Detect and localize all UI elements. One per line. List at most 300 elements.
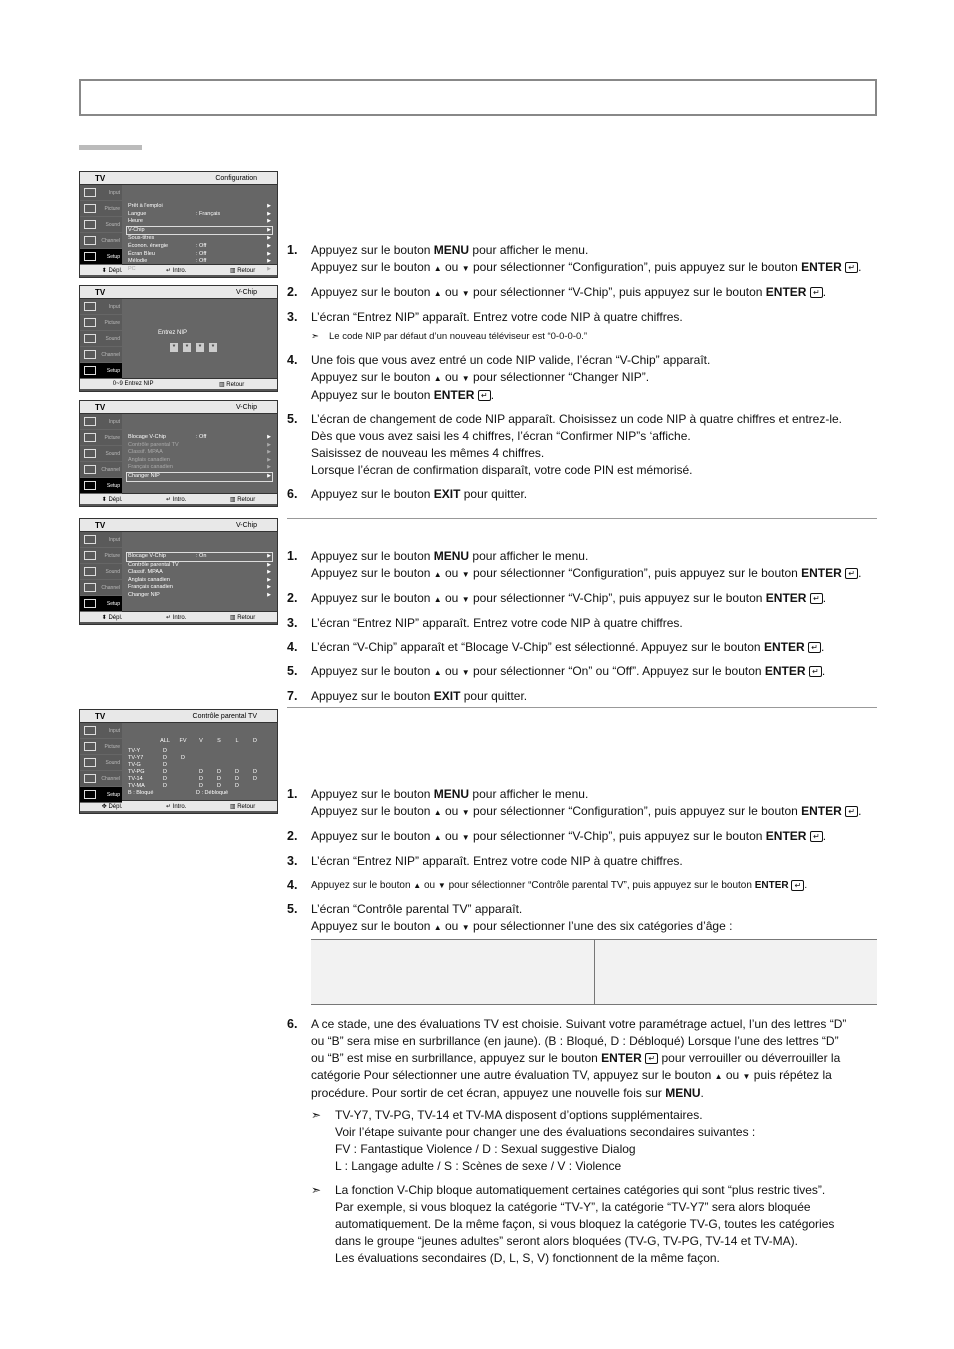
enter-icon: ↵ [845, 806, 858, 817]
osd-side-label: Sound [105, 450, 120, 457]
instruction-step [287, 1016, 877, 1102]
sound-icon [84, 334, 96, 343]
instruction-step [287, 242, 877, 277]
step-line: Appuyez sur le bouton ▲ ou ▼ pour sélectionner “Configuration”, puis appuyez sur le bouton ENTER ↵ . [311, 260, 862, 274]
enter-icon: ↵ [810, 593, 823, 604]
osd-side-item-setup [80, 596, 122, 612]
osd-menu-row [126, 472, 273, 482]
rating-row [128, 762, 271, 769]
up-arrow-icon: ▲ [714, 1072, 723, 1081]
instruction-step [287, 901, 877, 936]
step-line: Appuyez sur le bouton MENU pour afficher le menu. [311, 549, 589, 563]
osd-menu-row [128, 569, 271, 577]
osd-side-label: Picture [104, 743, 120, 750]
osd-row-label: Mélodie [128, 258, 148, 265]
rating-cell [228, 748, 246, 755]
setup-icon [84, 252, 96, 261]
instruction-step [287, 663, 877, 681]
input-icon [84, 417, 96, 426]
channel-icon [84, 465, 96, 474]
osd-row-label: Français canadien [128, 464, 173, 471]
note-line: La fonction V-Chip bloque automatiquement certaines catégories qui sont “plus restric tives”. [335, 1183, 826, 1197]
instruction-step [287, 786, 877, 821]
step-line: Appuyez sur le bouton ▲ ou ▼ pour sélectionner “Configuration”, puis appuyez sur le bouton ENTER ↵ . [311, 804, 862, 818]
osd-content [122, 532, 277, 611]
picture-icon [84, 551, 96, 560]
osd-pin-entry-screen [79, 285, 278, 392]
osd-side-item-channel [80, 771, 122, 787]
arrow-right-icon: ▶ [267, 265, 271, 272]
channel-icon [84, 583, 96, 592]
step-text [311, 877, 877, 894]
up-arrow-icon: ▲ [433, 374, 442, 383]
arrow-right-icon: ▶ [267, 561, 271, 568]
rating-legend [128, 790, 271, 798]
step-text [311, 688, 877, 705]
osd-side-label: Channel [101, 775, 120, 782]
instruction-step [287, 284, 877, 302]
step-line: L’écran “Entrez NIP” apparaît. Entrez votre code NIP à quatre chiffres. [311, 310, 683, 324]
step-line: Appuyez sur le bouton ▲ ou ▼ pour sélectionner l’une des six catégories d’âge : [311, 919, 733, 933]
note-line: Les évaluations secondaires (D, L, S, V) fonctionnent de la même façon. [335, 1251, 720, 1265]
osd-configuration-screen [79, 171, 278, 278]
step-line: Appuyez sur le bouton ENTER ↵ . [311, 388, 495, 402]
note-text: Le code NIP par défaut d’un nouveau téléviseur est “0-0-0-0.” [329, 331, 588, 342]
step-text [311, 828, 877, 846]
osd-row-value [196, 235, 265, 243]
osd-side-label: Setup [106, 600, 120, 607]
osd-menu-row [128, 464, 271, 472]
note-body [335, 1182, 834, 1267]
rating-label: TV-Y7 [128, 754, 144, 761]
step-text [311, 663, 877, 681]
osd-row-value [196, 464, 265, 472]
step-text [311, 853, 877, 870]
osd-side-item-channel [80, 347, 122, 363]
rating-cell [174, 783, 192, 790]
step-number: 1. [287, 787, 298, 801]
osd-row-value: : On [196, 553, 207, 559]
osd-sidebar [80, 723, 122, 800]
osd-hint: ▥ Retour [218, 381, 245, 388]
step-text [311, 639, 877, 656]
osd-side-item-sound [80, 755, 122, 771]
osd-side-item-picture [80, 548, 122, 564]
note-line: automatiquement. De la même façon, si vous bloquez la catégorie TV-G, toutes les catégories [335, 1217, 835, 1231]
down-arrow-icon: ▼ [461, 570, 470, 579]
enter-icon: ↵ [845, 262, 858, 273]
rating-cell: D [199, 768, 203, 775]
osd-title-bar [80, 401, 277, 414]
step-line: Dès que vous avez saisi les 4 chiffres, l’écran “Confirmer NIP”s ‘affiche. [311, 429, 691, 443]
step-line: L’écran “Entrez NIP” apparaît. Entrez votre code NIP à quatre chiffres. [311, 854, 683, 868]
osd-row-label: Prêt à l'emploi [128, 203, 163, 209]
osd-body [80, 414, 277, 493]
rating-cell [246, 762, 264, 769]
osd-side-item-input [80, 414, 122, 430]
osd-side-label: Sound [105, 759, 120, 766]
osd-row-label: Français canadien [128, 584, 173, 591]
instruction-step [287, 828, 877, 846]
osd-hint: ✥ Dépl. [101, 803, 123, 810]
rating-cell [210, 755, 228, 762]
rating-cell: D [199, 782, 203, 789]
down-arrow-icon: ▼ [461, 833, 470, 842]
note-line: Par exemple, si vous bloquez la catégorie “TV-Y”, la catégorie “TV-Y7” sera alors bloquée [335, 1200, 811, 1214]
osd-side-item-input [80, 185, 122, 201]
pin-boxes [170, 343, 271, 352]
rating-label: TV-14 [128, 775, 143, 782]
rating-col-header: FV [179, 738, 187, 744]
instruction-step [287, 548, 877, 583]
arrow-right-icon: ▶ [267, 584, 271, 591]
osd-row-label: Blocage V-Chip [128, 553, 166, 559]
input-icon [84, 535, 96, 544]
rating-label: TV-PG [128, 768, 145, 775]
up-arrow-icon: ▲ [433, 668, 442, 677]
up-arrow-icon: ▲ [433, 833, 442, 842]
osd-row-label: V-Chip [128, 226, 145, 233]
osd-side-label: Input [108, 727, 120, 734]
rating-row [128, 755, 271, 762]
rating-cell [192, 762, 210, 769]
setup-icon [84, 790, 96, 799]
osd-side-label: Input [108, 536, 120, 543]
osd-sidebar [80, 414, 122, 493]
step-line: Appuyez sur le bouton EXIT pour quitter. [311, 487, 528, 501]
osd-side-item-picture [80, 315, 122, 331]
osd-row-label: Anglais canadien [128, 576, 170, 583]
arrow-right-icon: ▶ [267, 591, 271, 598]
section2-steps [287, 548, 877, 712]
rating-cell: D [217, 768, 221, 775]
step-line: ou “B” sera mise en surbrillance (en jaune). (B : Bloqué, D : Débloqué) Lorsque l’une des lettres “D” [311, 1034, 839, 1048]
age-table-col-left [311, 940, 594, 1004]
arrow-right-icon: ▶ [267, 434, 271, 440]
note-line: FV : Fantastique Violence / D : Sexual suggestive Dialog [335, 1142, 636, 1156]
osd-row-value: : Off [196, 434, 207, 440]
osd-tv-label: TV [95, 173, 106, 183]
osd-content [122, 723, 277, 800]
osd-side-label: Sound [105, 335, 120, 342]
age-table-col-right [594, 940, 878, 1004]
step-text [311, 786, 877, 821]
step-number: 7. [287, 689, 298, 703]
step-number: 5. [287, 664, 298, 678]
rating-cell [210, 762, 228, 769]
enter-icon: ↵ [810, 287, 823, 298]
osd-side-item-setup [80, 478, 122, 494]
rating-cell: D [199, 775, 203, 782]
input-icon [84, 726, 96, 735]
osd-row-value [196, 577, 265, 585]
step-number: 6. [287, 1017, 298, 1031]
step-number: 2. [287, 829, 298, 843]
note-line: dans le groupe “jeunes adultes” seront alors bloquées (TV-G, TV-PG, TV-14 et TV-MA). [335, 1234, 798, 1248]
arrow-right-icon: ▶ [267, 203, 271, 209]
osd-side-label: Setup [106, 482, 120, 489]
setup-icon [84, 481, 96, 490]
osd-hint: ↵ Intro. [165, 803, 187, 810]
setup-icon [84, 599, 96, 608]
osd-side-label: Input [108, 418, 120, 425]
osd-menu-row [128, 449, 271, 457]
rating-cell: D [163, 754, 167, 761]
osd-menu-row [128, 258, 271, 266]
arrow-right-icon: ▶ [267, 235, 271, 242]
legend-blocked: B : Bloqué [128, 789, 154, 796]
down-arrow-icon: ▼ [461, 668, 470, 677]
step-number: 3. [287, 616, 298, 630]
osd-vchip-screen [79, 400, 278, 507]
step-text [311, 1016, 877, 1102]
sound-icon [84, 220, 96, 229]
osd-side-item-setup [80, 249, 122, 265]
rating-col-header: V [199, 738, 203, 744]
step-number: 4. [287, 878, 298, 892]
step-line: L’écran de changement de code NIP apparaît. Choisissez un code NIP à quatre chiffres et entrez-le. [311, 412, 842, 426]
arrow-right-icon: ▶ [267, 258, 271, 265]
step-number: 1. [287, 549, 298, 563]
step-number: 3. [287, 310, 298, 324]
osd-row-value: : Off [196, 258, 207, 265]
step-text [311, 309, 877, 345]
osd-side-item-sound [80, 331, 122, 347]
osd-title-bar [80, 172, 277, 185]
osd-row-label: Contrôle parental TV [128, 441, 179, 448]
osd-title: Configuration [215, 174, 257, 182]
osd-row-value [196, 442, 265, 450]
instruction-step [287, 486, 877, 503]
osd-hint: ▥ Retour [229, 614, 256, 621]
osd-bottom-bar [80, 378, 277, 389]
osd-side-label: Input [108, 303, 120, 310]
step-text [311, 352, 877, 404]
osd-side-item-input [80, 723, 122, 739]
note-item [311, 1107, 877, 1175]
age-category-table [311, 939, 877, 1005]
osd-hint: 0~9 Entrez NIP [112, 381, 154, 387]
osd-menu-row [128, 266, 271, 274]
down-arrow-icon: ▼ [461, 808, 470, 817]
step-line: Appuyez sur le bouton ▲ ou ▼ pour sélectionner “Contrôle parental TV”, puis appuyez sur le bouton ENTER ↵ . [311, 880, 808, 891]
osd-hint: ⬍ Dépl. [101, 267, 123, 274]
step-line: Appuyez sur le bouton MENU pour afficher le menu. [311, 243, 589, 257]
osd-title: V-Chip [235, 288, 257, 296]
section-divider [287, 707, 877, 708]
rating-cell [192, 748, 210, 755]
osd-row-label: PC [128, 265, 136, 272]
osd-menu-row [128, 592, 271, 600]
osd-side-label: Picture [104, 552, 120, 559]
instruction-step [287, 615, 877, 632]
rating-cell [246, 748, 264, 755]
osd-row-label: Écran Bleu [128, 250, 155, 257]
osd-row-value: : Off [196, 250, 207, 257]
note-arrow-icon: ➣ [311, 331, 319, 342]
osd-menu-row [128, 442, 271, 450]
arrow-right-icon: ▶ [267, 553, 271, 559]
step-number: 5. [287, 412, 298, 426]
step-line: catégorie Pour sélectionner une autre évaluation TV, appuyez sur le bouton ▲ ou ▼ puis répétez la [311, 1068, 832, 1082]
osd-hint: ▥ Retour [229, 496, 256, 503]
step-line: Appuyez sur le bouton ▲ ou ▼ pour sélectionner “Changer NIP”. [311, 370, 650, 384]
sound-icon [84, 758, 96, 767]
osd-body [80, 299, 277, 378]
picture-icon [84, 742, 96, 751]
step-line: L’écran “Entrez NIP” apparaît. Entrez votre code NIP à quatre chiffres. [311, 616, 683, 630]
osd-menu-row [128, 218, 271, 226]
step-text [311, 486, 877, 503]
up-arrow-icon: ▲ [433, 570, 442, 579]
step-line: Appuyez sur le bouton MENU pour afficher le menu. [311, 787, 589, 801]
osd-row-value [196, 473, 265, 481]
step-number: 2. [287, 285, 298, 299]
sound-icon [84, 449, 96, 458]
osd-title: V-Chip [235, 403, 257, 411]
step-line: procédure. Pour sortir de cet écran, appuyez une nouvelle fois sur MENU. [311, 1086, 704, 1100]
setup-icon [84, 366, 96, 375]
instruction-step [287, 590, 877, 608]
osd-tv-label: TV [95, 287, 106, 297]
instruction-step [287, 352, 877, 404]
rating-cell [174, 769, 192, 776]
enter-icon: ↵ [645, 1053, 658, 1064]
rating-cell: D [235, 768, 239, 775]
page-header-box [79, 79, 877, 116]
rating-label: TV-Y [128, 747, 141, 754]
osd-title-bar [80, 710, 277, 723]
rating-label: TV-MA [128, 782, 145, 789]
osd-side-label: Setup [106, 791, 120, 798]
osd-side-label: Setup [106, 253, 120, 260]
osd-hint: ↵ Intro. [165, 614, 187, 621]
down-arrow-icon: ▼ [461, 374, 470, 383]
enter-icon: ↵ [808, 642, 821, 653]
channel-icon [84, 774, 96, 783]
osd-menu-row [128, 584, 271, 592]
step-line: L’écran “V-Chip” apparaît et “Blocage V-Chip” est sélectionné. Appuyez sur le bouton ENTER ↵ . [311, 640, 825, 654]
osd-row-value [196, 227, 265, 235]
arrow-right-icon: ▶ [267, 456, 271, 463]
channel-icon [84, 236, 96, 245]
rating-cell: D [217, 782, 221, 789]
rating-header-spacer [128, 738, 156, 746]
osd-title: Contrôle parental TV [192, 712, 257, 720]
osd-row-label: Heure [128, 218, 143, 225]
up-arrow-icon: ▲ [433, 808, 442, 817]
rating-cell: D [163, 782, 167, 789]
pin-digit-box: * [196, 343, 204, 352]
legend-unblocked: D : Débloqué [196, 789, 229, 796]
osd-row-value [196, 203, 265, 211]
rating-cell [210, 748, 228, 755]
osd-hint: ↵ Intro. [165, 496, 187, 503]
instruction-step [287, 309, 877, 345]
osd-side-label: Input [108, 189, 120, 196]
osd-side-item-channel [80, 580, 122, 596]
osd-side-label: Picture [104, 205, 120, 212]
step-number: 3. [287, 854, 298, 868]
osd-content [122, 299, 277, 378]
osd-menu-row [128, 457, 271, 465]
up-arrow-icon: ▲ [433, 595, 442, 604]
osd-side-item-setup [80, 363, 122, 379]
up-arrow-icon: ▲ [413, 881, 422, 890]
up-arrow-icon: ▲ [433, 923, 442, 932]
osd-side-label: Sound [105, 568, 120, 575]
arrow-right-icon: ▶ [267, 210, 271, 217]
down-arrow-icon: ▼ [461, 595, 470, 604]
osd-menu-row [128, 211, 271, 219]
enter-icon: ↵ [810, 831, 823, 842]
up-arrow-icon: ▲ [433, 264, 442, 273]
instruction-step [287, 411, 877, 479]
arrow-right-icon: ▶ [267, 576, 271, 583]
osd-row-label: Anglais canadien [128, 456, 170, 463]
picture-icon [84, 433, 96, 442]
step-line: Appuyez sur le bouton ▲ ou ▼ pour sélectionner “Configuration”, puis appuyez sur le bouton ENTER ↵ . [311, 566, 862, 580]
osd-row-value [196, 562, 265, 570]
osd-side-label: Picture [104, 319, 120, 326]
osd-menu-row [128, 203, 271, 211]
osd-side-item-setup [80, 787, 122, 803]
rating-label: TV-G [128, 761, 141, 768]
osd-sidebar [80, 185, 122, 264]
down-arrow-icon: ▼ [742, 1072, 751, 1081]
osd-body [80, 723, 277, 800]
osd-row-value [196, 449, 265, 457]
step-text [311, 242, 877, 277]
rating-cell: D [163, 761, 167, 768]
rating-cell [228, 755, 246, 762]
note-line: L : Langage adulte / S : Scènes de sexe / V : Violence [335, 1159, 622, 1173]
sound-icon [84, 567, 96, 576]
step-line: A ce stade, une des évaluations TV est choisie. Suivant votre paramétrage actuel, l’un des lettres “D” [311, 1017, 847, 1031]
note-arrow-icon: ➣ [311, 1108, 322, 1122]
rating-col-header: D [253, 738, 257, 744]
down-arrow-icon: ▼ [461, 923, 470, 932]
osd-side-item-channel [80, 462, 122, 478]
step-number: 4. [287, 640, 298, 654]
arrow-right-icon: ▶ [267, 250, 271, 257]
down-arrow-icon: ▼ [437, 881, 446, 890]
osd-side-item-sound [80, 446, 122, 462]
osd-side-item-picture [80, 430, 122, 446]
instruction-step [287, 877, 877, 894]
note-line: Voir l’étape suivante pour changer une des évaluations secondaires suivantes : [335, 1125, 756, 1139]
osd-side-item-picture [80, 201, 122, 217]
rating-cell [192, 755, 210, 762]
step-line: Saisissez de nouveau les mêmes 4 chiffres. [311, 446, 545, 460]
section-marker-bar [79, 145, 142, 150]
osd-hint: ▥ Retour [229, 267, 256, 274]
osd-menu-row [128, 577, 271, 585]
rating-cell: D [217, 775, 221, 782]
enter-icon: ↵ [809, 666, 822, 677]
osd-side-label: Channel [101, 237, 120, 244]
osd-row-label: Classif. MPAA [128, 569, 163, 576]
osd-menu-row [128, 562, 271, 570]
osd-row-value [196, 592, 265, 600]
osd-side-item-channel [80, 233, 122, 249]
step-text [311, 548, 877, 583]
up-arrow-icon: ▲ [433, 289, 442, 298]
step-line: Appuyez sur le bouton ▲ ou ▼ pour sélectionner “V-Chip”, puis appuyez sur le bouton ENTER ↵ . [311, 285, 827, 299]
enter-icon: ↵ [791, 880, 804, 891]
osd-row-label: Changer NIP [128, 472, 160, 479]
rating-cell [174, 748, 192, 755]
